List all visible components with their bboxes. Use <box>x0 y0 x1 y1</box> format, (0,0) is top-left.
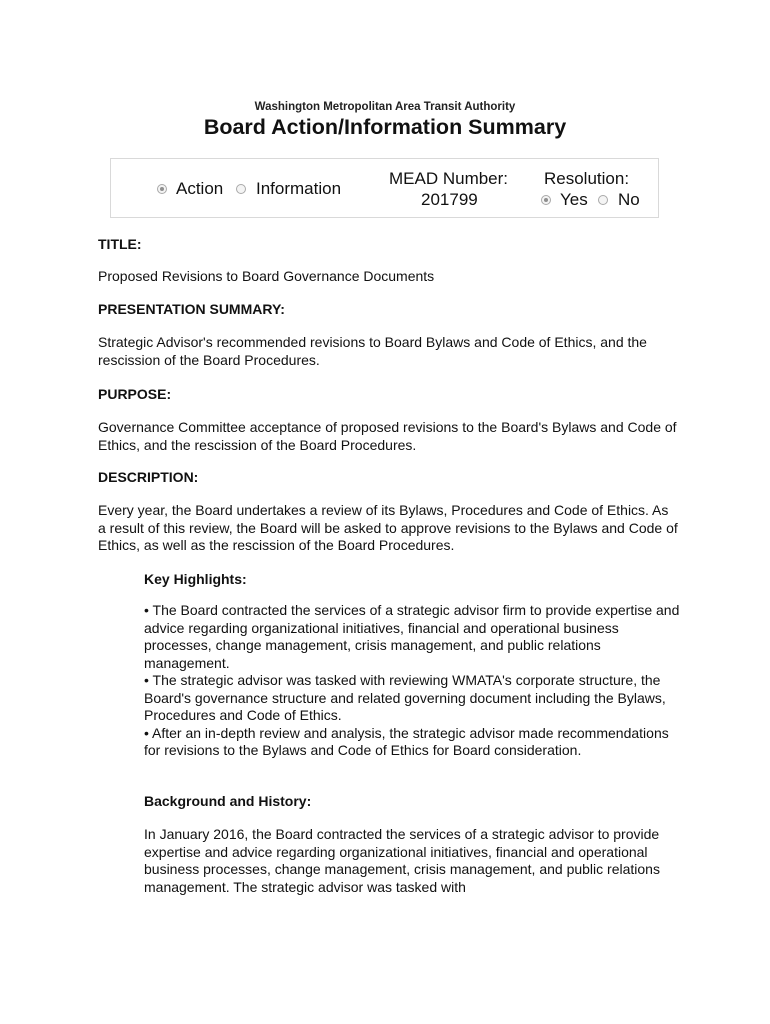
information-radio[interactable] <box>236 184 246 194</box>
resolution-yes-label: Yes <box>560 190 588 209</box>
highlight-bullet: • The strategic advisor was tasked with reviewing WMATA's corporate structure, the Board's governance structure and related governing document including the Bylaws, Procedures and Code of Ethics. <box>144 672 666 723</box>
presentation-summary-heading: PRESENTATION SUMMARY: <box>98 301 285 317</box>
background-text: In January 2016, the Board contracted the services of a strategic advisor to provide expertise and advice regarding organizational initiatives, financial and operational business processes, change management, crisis management, and public relations management. The strategic advisor was tasked with <box>144 826 660 895</box>
mead-number-label: MEAD Number: <box>389 169 509 188</box>
action-radio[interactable] <box>157 184 167 194</box>
key-highlights-list <box>144 602 684 760</box>
resolution-yes-radio[interactable] <box>541 195 551 205</box>
description-text: Every year, the Board undertakes a review of its Bylaws, Procedures and Code of Ethics. As a result of this review, the Board will be asked to approve revisions to the Bylaws and Code of Ethics, as well as the rescission of the Board Procedures. <box>98 502 678 553</box>
mead-number-value: 201799 <box>421 190 478 209</box>
presentation-summary-text: Strategic Advisor's recommended revisions to Board Bylaws and Code of Ethics, and the rescission of the Board Procedures. <box>98 334 647 368</box>
title-text: Proposed Revisions to Board Governance Documents <box>98 268 435 284</box>
purpose-text: Governance Committee acceptance of proposed revisions to the Board's Bylaws and Code of Ethics, and the rescission of the Board Procedures. <box>98 419 677 453</box>
background-heading: Background and History: <box>144 793 312 809</box>
action-label: Action <box>176 179 224 198</box>
purpose-heading: PURPOSE: <box>98 386 172 402</box>
description-heading: DESCRIPTION: <box>98 469 199 485</box>
information-label: Information <box>256 179 342 198</box>
key-highlights-heading: Key Highlights: <box>144 571 247 587</box>
document-title: Board Action/Information Summary <box>203 115 567 139</box>
highlight-bullet: • The Board contracted the services of a strategic advisor firm to provide expertise and advice regarding organizational initiatives, financial and operational business processes, change management, crisis management, and public relations management. <box>144 602 680 671</box>
title-heading: TITLE: <box>98 236 142 252</box>
resolution-no-radio[interactable] <box>598 195 608 205</box>
highlight-bullet: • After an in-depth review and analysis, the strategic advisor made recommendations for revisions to the Bylaws and Code of Ethics for Board consideration. <box>144 724 669 758</box>
resolution-label: Resolution: <box>544 169 630 188</box>
resolution-no-label: No <box>618 190 640 209</box>
agency-name: Washington Metropolitan Area Transit Authority <box>254 101 516 113</box>
action-info-box <box>110 158 659 218</box>
